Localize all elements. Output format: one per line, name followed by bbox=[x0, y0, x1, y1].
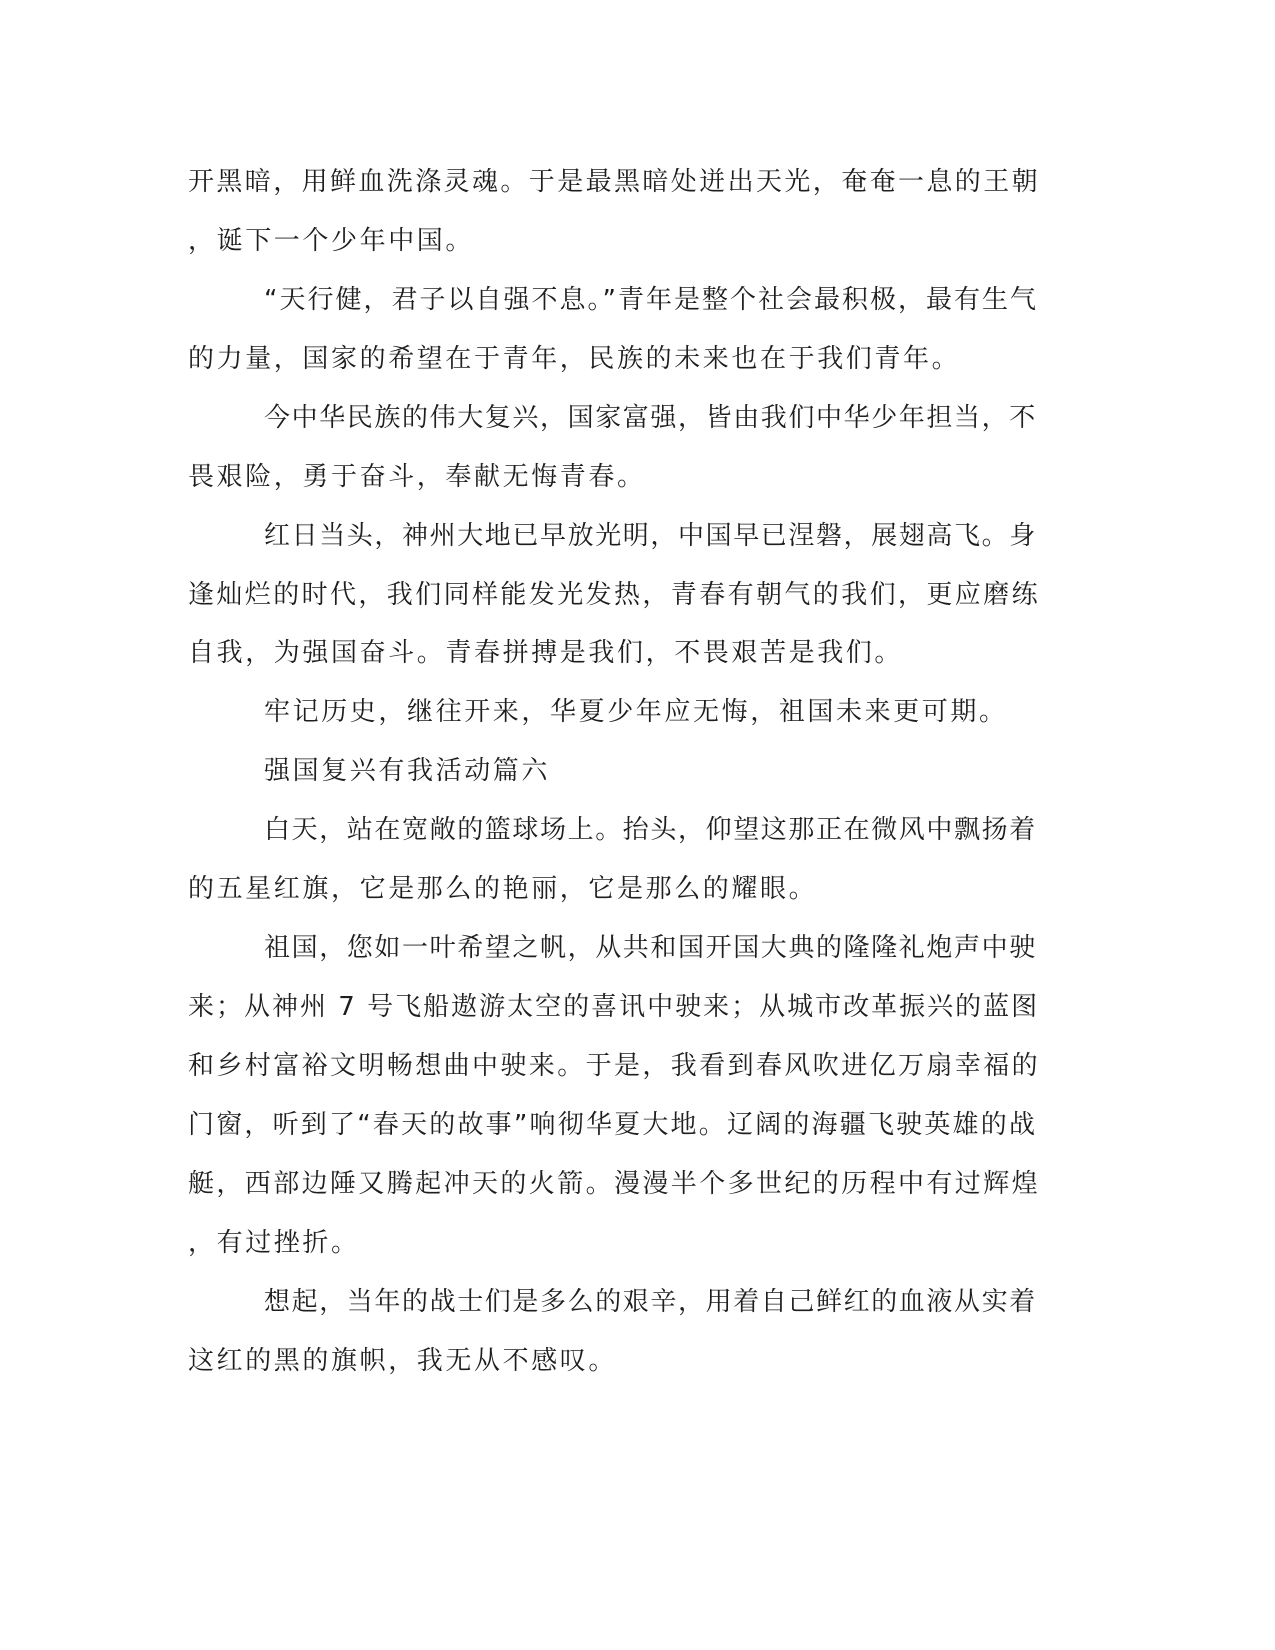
text-line: 门窗，听到了“春天的故事”响彻华夏大地。辽阔的海疆飞驶英雄的战 bbox=[188, 1110, 1038, 1140]
text-line: 逢灿烂的时代，我们同样能发光发热，青春有朝气的我们，更应磨练 bbox=[188, 580, 1041, 610]
text-line: 畏艰险，勇于奋斗，奉献无悔青春。 bbox=[188, 462, 646, 492]
text-line: 艇，西部边陲又腾起冲天的火箭。漫漫半个多世纪的历程中有过辉煌 bbox=[188, 1169, 1041, 1199]
paragraph-start: “天行健，君子以自强不息。”青年是整个社会最积极，最有生气 bbox=[264, 285, 1038, 315]
paragraph-start: 祖国，您如一叶希望之帆，从共和国开国大典的隆隆礼炮声中驶 bbox=[264, 933, 1037, 963]
text-line: 的力量，国家的希望在于青年，民族的未来也在于我们青年。 bbox=[188, 344, 961, 374]
paragraph-start: 红日当头，神州大地已早放光明，中国早已涅磐，展翅高飞。身 bbox=[264, 521, 1037, 551]
text-line: 和乡村富裕文明畅想曲中驶来。于是，我看到春风吹进亿万扇幸福的 bbox=[188, 1051, 1041, 1081]
text-line: 开黑暗，用鲜血洗涤灵魂。于是最黑暗处迸出天光，奄奄一息的王朝 bbox=[188, 167, 1041, 197]
paragraph-start: 牢记历史，继往开来，华夏少年应无悔，祖国未来更可期。 bbox=[264, 697, 1008, 727]
text-line: 的五星红旗，它是那么的艳丽，它是那么的耀眼。 bbox=[188, 874, 818, 904]
text-line: ，诞下一个少年中国。 bbox=[188, 226, 475, 256]
paragraph-start: 想起，当年的战士们是多么的艰辛，用着自己鲜红的血液从实着 bbox=[264, 1287, 1037, 1317]
text-line: 这红的黑的旗帜，我无从不感叹。 bbox=[188, 1346, 618, 1376]
text-line: ，有过挫折。 bbox=[188, 1228, 360, 1258]
text-line: 来；从神州 7 号飞船遨游太空的喜讯中驶来；从城市改革振兴的蓝图 bbox=[188, 992, 1040, 1022]
text-line: 自我，为强国奋斗。青春拼搏是我们，不畏艰苦是我们。 bbox=[188, 638, 904, 668]
paragraph-start: 今中华民族的伟大复兴，国家富强，皆由我们中华少年担当，不 bbox=[264, 403, 1037, 433]
paragraph-start: 白天，站在宽敞的篮球场上。抬头，仰望这那正在微风中飘扬着 bbox=[264, 815, 1037, 845]
section-heading: 强国复兴有我活动篇六 bbox=[264, 756, 551, 786]
